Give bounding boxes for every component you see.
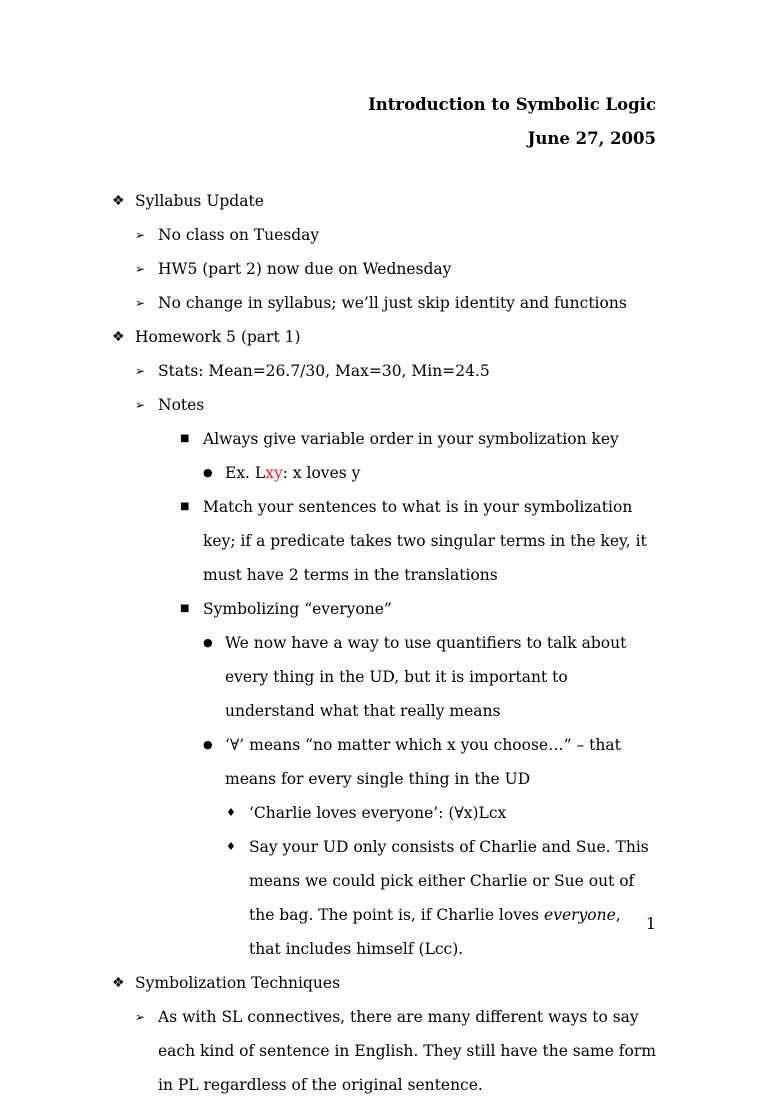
item-text: We now have a way to use quantifiers to talk about every thing in the UD, but it is important to understand what that really means (225, 634, 627, 720)
diamond-bullet-icon: ♦ (226, 806, 236, 819)
list-item (112, 728, 657, 796)
section-label: Symbolization Techniques (135, 974, 341, 992)
list-item (112, 422, 657, 456)
list-item (112, 218, 657, 252)
diamond-bullet-icon: ♦ (226, 840, 236, 853)
item-text: As with SL connectives, there are many different ways to say each kind of sentence in English. They still have the same form in PL regardless of the original sentence. (158, 1008, 656, 1094)
outline-item-homework (112, 320, 657, 354)
item-text-b: , that includes himself (Lcc). (249, 906, 621, 958)
item-text: No class on Tuesday (158, 226, 320, 244)
square-bullet-icon: ■ (180, 433, 190, 444)
example-variables: xy (265, 464, 283, 482)
arrowhead-bullet-icon: ➢ (135, 296, 146, 310)
dot-bullet-icon: ● (203, 466, 213, 479)
example-prefix: Ex. L (225, 464, 266, 482)
arrowhead-bullet-icon: ➢ (135, 228, 146, 242)
dot-bullet-icon: ● (203, 738, 213, 751)
square-bullet-icon: ■ (180, 603, 190, 614)
list-item (112, 830, 657, 966)
outline-item-syllabus (112, 184, 657, 218)
stats-text: Stats: Mean=26.7/30, Max=30, Min=24.5 (158, 362, 490, 380)
item-text: No change in syllabus; we’ll just skip identity and functions (158, 294, 627, 312)
list-item (112, 252, 657, 286)
item-text: Symbolizing “everyone” (203, 600, 392, 618)
arrowhead-bullet-icon: ➢ (135, 262, 146, 276)
section-label: Syllabus Update (135, 192, 264, 210)
list-item (112, 354, 657, 388)
section-label: Homework 5 (part 1) (135, 328, 301, 346)
item-text: ‘Charlie loves everyone’: (∀x)Lcx (249, 804, 507, 822)
list-item (112, 626, 657, 728)
arrowhead-bullet-icon: ➢ (135, 1010, 146, 1024)
document-date: June 27, 2005 (527, 129, 656, 148)
outline (112, 184, 657, 1102)
dot-bullet-icon: ● (203, 636, 213, 649)
list-item (112, 592, 657, 626)
list-item (112, 796, 657, 830)
title-block (368, 88, 656, 156)
item-text: HW5 (part 2) now due on Wednesday (158, 260, 452, 278)
list-item (112, 286, 657, 320)
list-item (112, 456, 657, 490)
item-text: ‘∀’ means “no matter which x you choose…” – that means for every single thing in the UD (225, 736, 621, 788)
emphasis-text: everyone (544, 906, 616, 924)
document-title: Introduction to Symbolic Logic (368, 95, 656, 114)
square-bullet-icon: ■ (180, 501, 190, 512)
arrowhead-bullet-icon: ➢ (135, 398, 146, 412)
item-text: Always give variable order in your symbolization key (203, 430, 619, 448)
item-text: Match your sentences to what is in your symbolization key; if a predicate takes two singular terms in the key, it must have 2 terms in the translations (203, 498, 647, 584)
diamond-cluster-bullet-icon: ❖ (112, 193, 125, 209)
list-item (112, 1000, 657, 1102)
diamond-cluster-bullet-icon: ❖ (112, 975, 125, 991)
diamond-cluster-bullet-icon: ❖ (112, 329, 125, 345)
arrowhead-bullet-icon: ➢ (135, 364, 146, 378)
item-text-a: Say your UD only consists of Charlie and Sue. This means we could pick either Charlie or Sue out of the bag. The point is, if Charlie loves (249, 838, 649, 924)
outline-item-techniques (112, 966, 657, 1000)
example-suffix: : x loves y (282, 464, 361, 482)
page-number: 1 (645, 914, 656, 933)
list-item (112, 490, 657, 592)
notes-label: Notes (158, 396, 205, 414)
list-item (112, 388, 657, 422)
